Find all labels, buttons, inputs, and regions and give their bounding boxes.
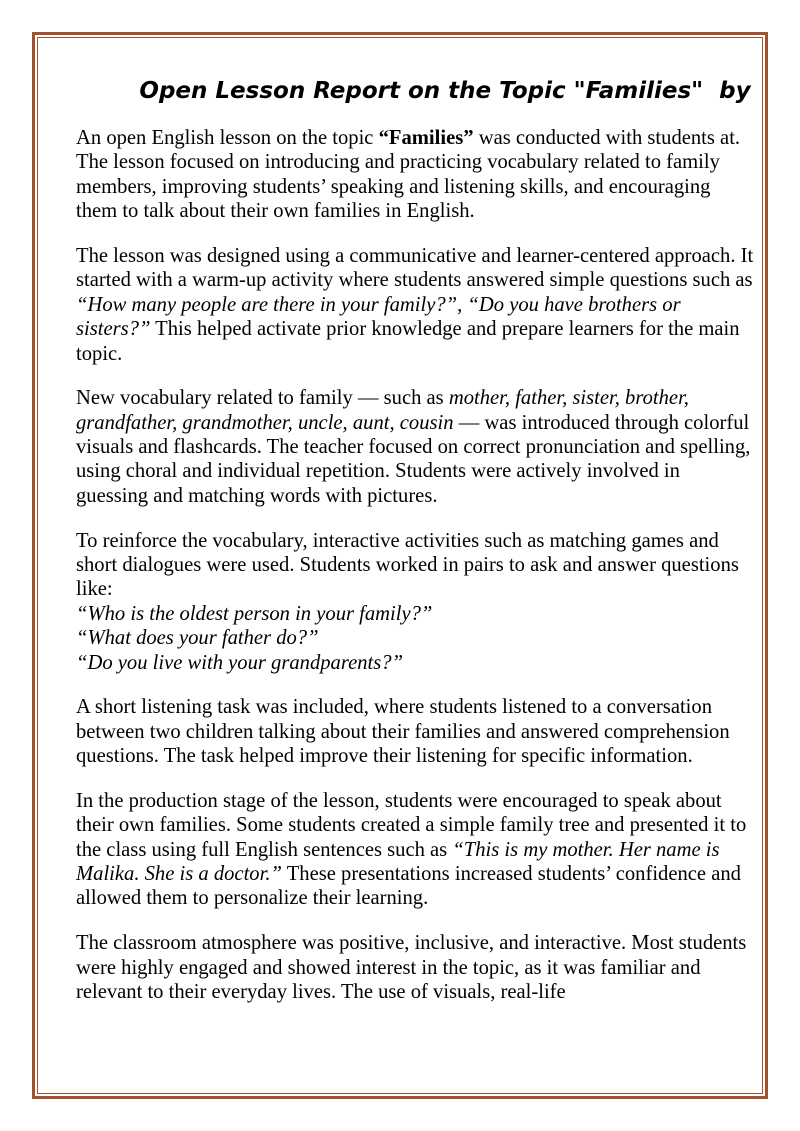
paragraph-text: In the production stage of the lesson, students were encouraged to speak about their own families. Some students created a simple family tree and presented it to the class using full English sentences such as <box>76 789 747 861</box>
paragraph-intro <box>76 126 756 224</box>
paragraph-text: To reinforce the vocabulary, interactive activities such as matching games and short dialogues were used. Students worked in pairs to ask and answer questions like: <box>76 529 739 601</box>
report-body <box>76 126 756 1025</box>
question-italic: “What does your father do?” <box>76 627 319 650</box>
paragraph-approach <box>76 244 756 366</box>
paragraph-text: was conducted with students at. The lesson focused on introducing and practicing vocabulary related to family members, improving students’ speaking and listening skills, and encouraging them to talk about their own families in English. <box>76 127 741 223</box>
question-italic: “Who is the oldest person in your family?” <box>76 602 433 625</box>
paragraph-atmosphere: The classroom atmosphere was positive, inclusive, and interactive. Most students were highly engaged and showed interest in the topic, as it was familiar and relevant to their everyday lives. The use of visuals, real-life <box>76 932 747 1003</box>
paragraph-text: The lesson was designed using a communicative and learner-centered approach. It started with a warm-up activity where students answered simple questions such as <box>76 244 754 292</box>
paragraph-production <box>76 789 756 911</box>
paragraph-text: These presentations increased students’ confidence and allowed them to personalize their learning. <box>76 863 741 910</box>
topic-bold: “Families” <box>378 127 474 149</box>
vocabulary-words: mother, father, sister, brother, grandfather, grandmother, uncle, aunt, cousin <box>76 387 689 434</box>
question-italic: “Do you live with your grandparents?” <box>76 651 404 674</box>
separator: , <box>457 293 468 316</box>
paragraph-listening: A short listening task was included, where students listened to a conversation between two children talking about their families and answered comprehension questions. The task helped improve their listening for specific information. <box>76 696 730 768</box>
paragraph-text: — was introduced through colorful visuals and flashcards. The teacher focused on correct pronunciation and spelling, using choral and individual repetition. Students were actively involved in guessing and matching words with pictures. <box>76 411 751 507</box>
paragraph-text: New vocabulary related to family — such as <box>76 387 449 410</box>
paragraph-activities <box>76 529 756 675</box>
quote-italic: “This is my mother. Her name is Malika. She is a doctor.” <box>76 838 720 886</box>
quote-italic: “How many people are there in your family?” <box>76 293 458 316</box>
paragraph-text: An open English lesson on the topic <box>76 127 379 149</box>
paragraph-vocabulary <box>76 386 756 508</box>
paragraph-text: This helped activate prior knowledge and prepare learners for the main topic. <box>76 318 740 365</box>
report-title: Open Lesson Report on the Topic "Families" by <box>139 78 751 104</box>
quote-italic: “Do you have brothers or sisters?” <box>76 293 681 341</box>
